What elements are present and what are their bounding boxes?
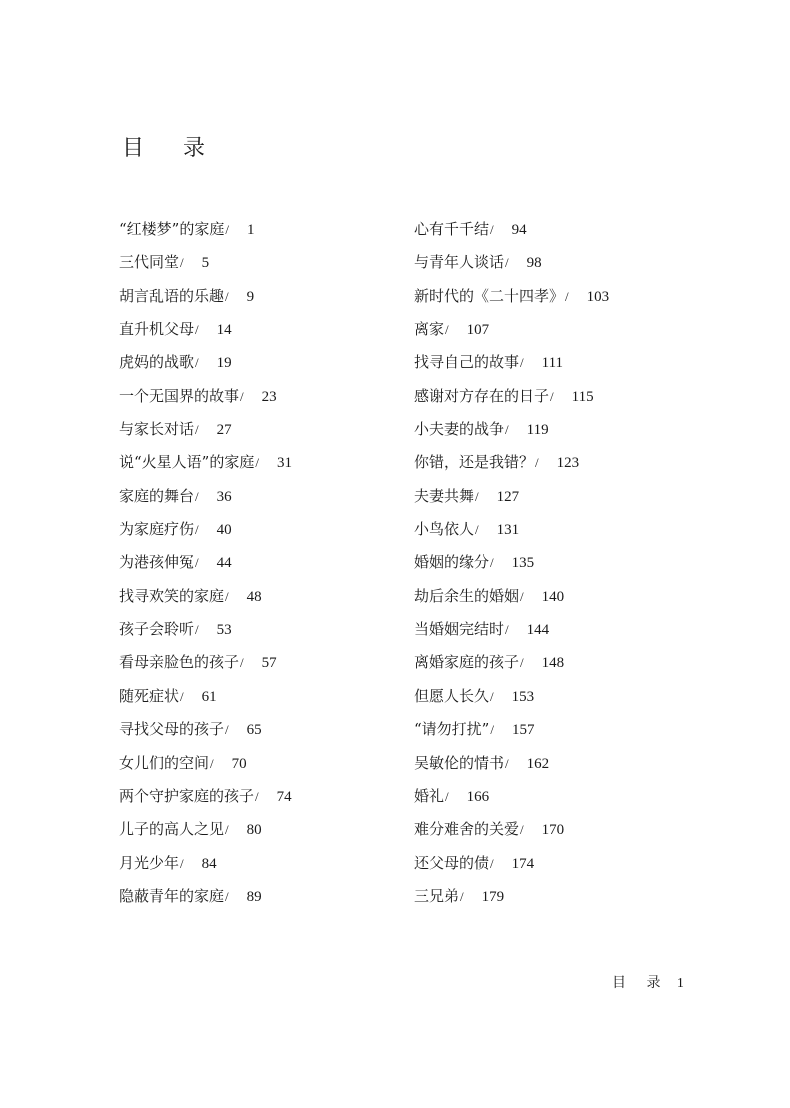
toc-entry[interactable] <box>119 614 389 647</box>
toc-entry-separator: / <box>490 688 494 704</box>
toc-entry-page: 9 <box>246 288 255 305</box>
toc-entry-page: 123 <box>556 455 580 472</box>
toc-entry[interactable] <box>414 681 684 714</box>
toc-entry-separator: / <box>195 622 199 638</box>
toc-entry[interactable] <box>119 414 389 447</box>
toc-entry-title: 儿子的高人之见 <box>119 820 225 839</box>
toc-entry[interactable] <box>119 347 389 380</box>
toc-entry-title: 女儿们的空间 <box>119 753 210 772</box>
toc-entry[interactable] <box>414 748 684 781</box>
toc-entry[interactable] <box>414 514 684 547</box>
toc-entry[interactable] <box>414 247 684 280</box>
toc-entry-title: 虎妈的战歌 <box>119 353 195 372</box>
toc-entry-page: 153 <box>511 688 535 705</box>
toc-entry-page: 148 <box>541 655 565 672</box>
toc-entry[interactable] <box>414 614 684 647</box>
toc-entry-separator: / <box>180 855 184 871</box>
toc-entry[interactable] <box>119 714 389 747</box>
toc-entry-separator: / <box>520 822 524 838</box>
toc-entry-title: 为家庭疗伤 <box>119 520 195 539</box>
toc-entry-separator: / <box>225 722 229 738</box>
toc-entry-separator: / <box>225 888 229 904</box>
toc-entry[interactable] <box>119 814 389 847</box>
toc-entry-title: 胡言乱语的乐趣 <box>119 286 225 305</box>
page-footer <box>612 972 684 992</box>
toc-entry-title: 小鸟依人 <box>414 520 475 539</box>
toc-entry-title: 看母亲脸色的孩子 <box>119 653 240 672</box>
toc-entry[interactable] <box>119 214 389 247</box>
toc-entry-page: 61 <box>201 688 217 705</box>
toc-entry[interactable] <box>119 581 389 614</box>
toc-entry-page: 70 <box>231 755 247 772</box>
toc-entry-title: 说“火星人语”的家庭 <box>119 453 255 472</box>
toc-entry-page: 131 <box>496 522 520 539</box>
toc-entry-title: 你错，还是我错？ <box>414 453 535 472</box>
toc-entry-title: 为港孩伸冤 <box>119 553 195 572</box>
toc-entry-separator: / <box>490 222 494 237</box>
toc-entry[interactable] <box>414 214 684 247</box>
toc-entry-page: 19 <box>216 355 232 372</box>
footer-label: 目 录 <box>612 975 669 991</box>
toc-entry-title: 孩子会聆听 <box>119 620 195 639</box>
toc-entry-separator: / <box>490 555 494 571</box>
toc-entry-page: 94 <box>511 222 527 238</box>
toc-entry-title: 家庭的舞台 <box>119 486 195 505</box>
toc-entry-separator: / <box>195 555 199 571</box>
toc-entry-title: 离婚家庭的孩子 <box>414 653 520 672</box>
toc-entry-separator: / <box>195 355 199 371</box>
toc-entry-page: 23 <box>261 388 277 405</box>
toc-entry[interactable] <box>119 447 389 480</box>
toc-entry-separator: / <box>255 455 259 471</box>
toc-entry[interactable] <box>414 281 684 314</box>
toc-entry-page: 44 <box>216 555 232 572</box>
toc-entry-page: 80 <box>246 822 262 839</box>
toc-entry[interactable] <box>414 547 684 580</box>
toc-entry-page: 48 <box>246 588 262 605</box>
toc-entry-separator: / <box>240 655 244 671</box>
toc-entry[interactable] <box>119 247 389 280</box>
toc-entry-title: 婚礼 <box>414 786 445 805</box>
toc-entry[interactable] <box>414 481 684 514</box>
toc-entry-separator: / <box>255 788 259 804</box>
toc-entry-title: 婚姻的缘分 <box>414 553 490 572</box>
toc-entry-separator: / <box>445 788 449 804</box>
toc-entry-page: 103 <box>586 288 610 305</box>
toc-entry-title: 找寻欢笑的家庭 <box>119 586 225 605</box>
toc-entry[interactable] <box>119 848 389 881</box>
toc-entry-page: 140 <box>541 588 565 605</box>
toc-entry-separator: / <box>195 488 199 504</box>
toc-entry[interactable] <box>119 314 389 347</box>
toc-entry-page: 119 <box>526 422 549 439</box>
toc-entry-page: 179 <box>481 888 505 905</box>
toc-entry-title: 月光少年 <box>119 853 180 872</box>
toc-entry-page: 65 <box>246 722 262 739</box>
toc-entry[interactable] <box>119 281 389 314</box>
toc-entry[interactable] <box>414 447 684 480</box>
toc-entry-title: 难分难舍的关爱 <box>414 820 520 839</box>
toc-entry[interactable] <box>414 881 684 914</box>
toc-entry[interactable] <box>119 681 389 714</box>
toc-entry[interactable] <box>414 314 684 347</box>
toc-entry-page: 27 <box>216 422 232 439</box>
toc-entry-title: 随死症状 <box>119 686 180 705</box>
toc-entry-title: 夫妻共舞 <box>414 486 475 505</box>
toc-entry-title: 小夫妻的战争 <box>414 420 505 439</box>
toc-entry-separator: / <box>445 322 449 338</box>
toc-entry-title: 与家长对话 <box>119 420 195 439</box>
toc-entry-separator: / <box>210 755 214 771</box>
toc-entry-title: 三兄弟 <box>414 886 460 905</box>
toc-entry-separator: / <box>535 455 539 471</box>
toc-entry-title: 离家 <box>414 320 445 339</box>
toc-entry[interactable] <box>414 347 684 380</box>
toc-entry-separator: / <box>505 422 509 438</box>
toc-entry-page: 170 <box>541 822 565 839</box>
toc-entry-page: 127 <box>496 488 520 505</box>
toc-entry-title: 寻找父母的孩子 <box>119 720 225 739</box>
toc-entry-separator: / <box>195 322 199 338</box>
toc-entry-separator: / <box>475 522 479 538</box>
toc-entry-title: 吴敏伦的情书 <box>414 753 505 772</box>
toc-entry[interactable] <box>119 748 389 781</box>
toc-entry-separator: / <box>505 622 509 638</box>
toc-entry[interactable] <box>414 581 684 614</box>
toc-entry-title: 隐蔽青年的家庭 <box>119 886 225 905</box>
toc-entry[interactable] <box>119 781 389 814</box>
toc-entry-page: 135 <box>511 555 535 572</box>
toc-entry-title: 但愿人长久 <box>414 686 490 705</box>
toc-entry-separator: / <box>520 588 524 604</box>
toc-right-column <box>414 214 684 914</box>
toc-entry-separator: / <box>505 255 509 271</box>
toc-entry[interactable] <box>119 514 389 547</box>
page-title: 目 录 <box>122 135 221 161</box>
toc-entry-separator: / <box>565 288 569 304</box>
toc-entry-separator: / <box>490 722 494 738</box>
toc-entry-page: 111 <box>541 355 564 372</box>
toc-entry-separator: / <box>505 755 509 771</box>
toc-entry-title: 与青年人谈话 <box>414 253 505 272</box>
toc-entry-page: 74 <box>276 788 292 805</box>
toc-entry-separator: / <box>225 588 229 604</box>
toc-entry-page: 157 <box>511 722 535 739</box>
toc-left-column <box>119 214 389 914</box>
toc-entry-separator: / <box>180 688 184 704</box>
toc-entry-title: “请勿打扰” <box>414 720 490 739</box>
toc-entry[interactable] <box>119 547 389 580</box>
toc-entry-separator: / <box>180 255 184 271</box>
toc-entry-title: 两个守护家庭的孩子 <box>119 786 255 805</box>
toc-entry-separator: / <box>475 488 479 504</box>
toc-entry-separator: / <box>195 422 199 438</box>
toc-entry-separator: / <box>490 855 494 871</box>
toc-entry[interactable] <box>414 714 684 747</box>
toc-entry-page: 40 <box>216 522 232 539</box>
toc-entry-title: 劫后余生的婚姻 <box>414 586 520 605</box>
toc-entry-separator: / <box>240 388 244 404</box>
toc-entry-title: 感谢对方存在的日子 <box>414 386 550 405</box>
toc-entry-page: 84 <box>201 855 217 872</box>
toc-entry-page: 162 <box>526 755 550 772</box>
toc-entry-title: 直升机父母 <box>119 320 195 339</box>
toc-entry-title: 三代同堂 <box>119 253 180 272</box>
toc-entry-separator: / <box>225 288 229 304</box>
toc-entry[interactable] <box>119 481 389 514</box>
toc-entry-separator: / <box>520 355 524 371</box>
toc-entry[interactable] <box>119 647 389 680</box>
toc-entry-page: 107 <box>466 322 490 339</box>
toc-entry-separator: / <box>225 222 229 237</box>
toc-entry[interactable] <box>414 414 684 447</box>
toc-entry-page: 174 <box>511 855 535 872</box>
toc-entry-page: 36 <box>216 488 232 505</box>
toc-entry-title: 找寻自己的故事 <box>414 353 520 372</box>
toc-entry[interactable] <box>414 781 684 814</box>
toc-entry-page: 53 <box>216 622 232 639</box>
toc-entry-title: 还父母的债 <box>414 853 490 872</box>
toc-entry-title: 一个无国界的故事 <box>119 386 240 405</box>
toc-entry-page: 57 <box>261 655 277 672</box>
toc-entry-title: 当婚姻完结时 <box>414 620 505 639</box>
toc-entry-page: 166 <box>466 788 490 805</box>
toc-entry-title: “红楼梦”的家庭 <box>119 220 225 238</box>
toc-entry-page: 14 <box>216 322 232 339</box>
toc-entry-page: 31 <box>276 455 292 472</box>
toc-entry[interactable] <box>119 881 389 914</box>
toc-entry-page: 144 <box>526 622 550 639</box>
toc-entry-title: 新时代的《二十四孝》 <box>414 286 565 305</box>
toc-entry[interactable] <box>414 647 684 680</box>
toc-entry-title: 心有千千结 <box>414 220 490 238</box>
toc-entry-separator: / <box>550 388 554 404</box>
toc-entry-separator: / <box>460 888 464 904</box>
toc-entry-separator: / <box>195 522 199 538</box>
toc-entry-page: 98 <box>526 255 542 272</box>
toc-entry-separator: / <box>225 822 229 838</box>
footer-page-number: 1 <box>676 976 684 991</box>
toc-entry-page: 1 <box>246 222 255 238</box>
toc-entry-page: 5 <box>201 255 210 272</box>
toc-entry[interactable] <box>414 381 684 414</box>
toc-entry[interactable] <box>119 381 389 414</box>
toc-entry-page: 115 <box>571 388 594 405</box>
toc-entry-page: 89 <box>246 888 262 905</box>
toc-entry[interactable] <box>414 848 684 881</box>
toc-entry[interactable] <box>414 814 684 847</box>
toc-entry-separator: / <box>520 655 524 671</box>
